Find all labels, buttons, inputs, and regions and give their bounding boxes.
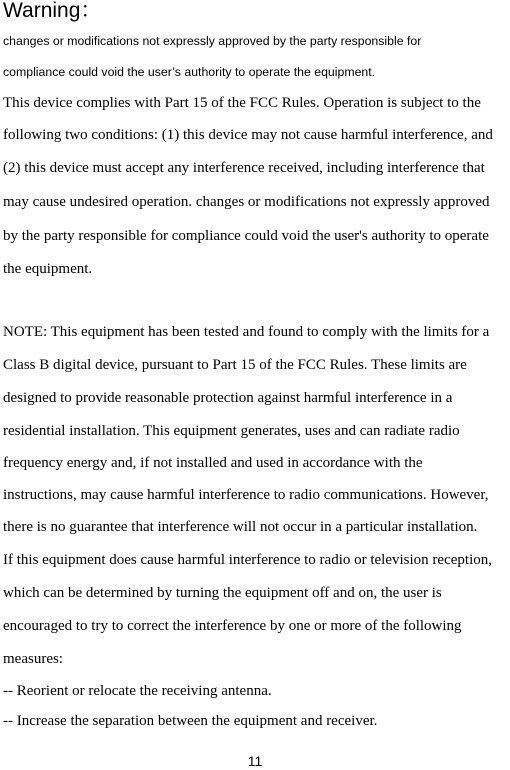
note-paragraph-line: residential installation. This equipment generates, uses and can radiate radio [3,423,460,439]
measures-list-item: -- Reorient or relocate the receiving antenna. [3,683,272,699]
note-paragraph-line: designed to provide reasonable protection against harmful interference in a [3,390,453,406]
measures-paragraph-line: If this equipment does cause harmful interference to radio or television reception, [3,552,492,568]
notice-line: changes or modifications not expressly approved by the party responsible for [3,34,422,48]
warning-heading: Warning： [3,0,102,22]
fcc-paragraph-line: following two conditions: (1) this device may not cause harmful interference, and [3,127,493,143]
measures-paragraph-line: measures: [3,651,63,667]
notice-line: compliance could void the user’s authority to operate the equipment. [3,65,376,79]
fcc-paragraph-line: may cause undesired operation. changes or modifications not expressly approved [3,194,490,210]
note-paragraph-line: NOTE: This equipment has been tested and found to comply with the limits for a [3,324,490,340]
page-number: 11 [247,753,263,769]
note-paragraph-line: there is no guarantee that interference will not occur in a particular installation. [3,519,478,535]
fcc-paragraph-line: the equipment. [3,261,93,277]
fcc-paragraph-line: (2) this device must accept any interference received, including interference that [3,160,485,176]
fcc-paragraph-line: This device complies with Part 15 of the FCC Rules. Operation is subject to the [3,95,481,111]
measures-paragraph-line: which can be determined by turning the equipment off and on, the user is [3,585,442,601]
note-paragraph-line: Class B digital device, pursuant to Part 15 of the FCC Rules. These limits are [3,357,467,373]
note-paragraph-line: frequency energy and, if not installed and used in accordance with the [3,455,423,471]
note-paragraph-line: instructions, may cause harmful interference to radio communications. However, [3,487,489,503]
fcc-paragraph-line: by the party responsible for compliance could void the user's authority to operate [3,228,489,244]
measures-paragraph-line: encouraged to try to correct the interference by one or more of the following [3,618,462,634]
measures-list-item: -- Increase the separation between the equipment and receiver. [3,713,378,729]
